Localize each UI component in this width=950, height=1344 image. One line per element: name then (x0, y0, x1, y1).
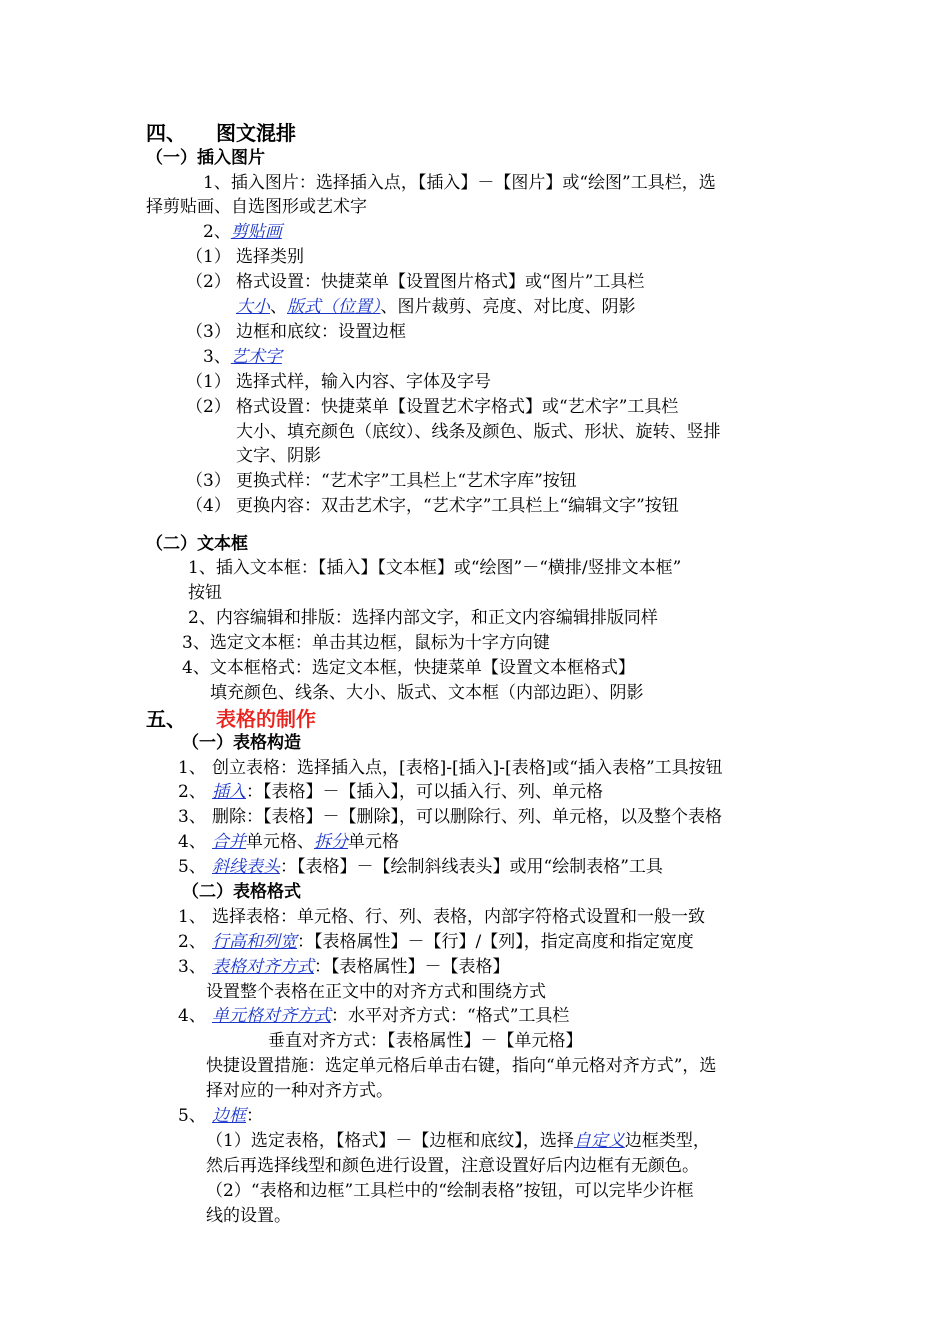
subsection-heading: （一）插入图片 (146, 148, 265, 168)
link-diagonal-header[interactable]: 斜线表头 (212, 857, 280, 877)
list-item-continuation: 大小、版式（位置）、图片裁剪、亮度、对比度、阴影 (236, 297, 636, 317)
list-item: （1） 选择式样，输入内容、字体及字号 (186, 372, 491, 392)
list-item: （3） 更换式样：“艺术字”工具栏上“艺术字库”按钮 (186, 471, 577, 491)
list-item-continuation: 线的设置。 (206, 1206, 291, 1226)
section-4-heading (146, 120, 296, 146)
list-item: 2、 插入：【表格】－【插入】，可以插入行、列、单元格 (178, 782, 603, 802)
subsection-heading: （二）表格格式 (182, 882, 301, 902)
link-layout[interactable]: 版式（位置） (287, 297, 381, 317)
link-insert[interactable]: 插入 (212, 782, 246, 802)
section-number: 五、 (146, 707, 186, 731)
list-item: 5、 边框： (178, 1106, 263, 1126)
list-item: （1） 选择类别 (186, 247, 304, 267)
section-title: 图文混排 (216, 121, 296, 145)
link-size[interactable]: 大小 (236, 297, 270, 317)
link-custom[interactable]: 自定义 (573, 1131, 625, 1151)
section-number: 四、 (146, 121, 186, 145)
list-item: 2、剪贴画 (203, 222, 282, 242)
list-item: （2） 格式设置：快捷菜单【设置图片格式】或“图片”工具栏 (186, 272, 645, 292)
list-item: 5、 斜线表头：【表格】－【绘制斜线表头】或用“绘制表格”工具 (178, 857, 663, 877)
section-title: 表格的制作 (216, 707, 316, 731)
list-item: 1、 创立表格：选择插入点，[表格]-[插入]-[表格]或“插入表格”工具按钮 (178, 758, 723, 778)
paragraph-line: 1、插入文本框：【插入】【文本框】或“绘图”－“横排/竖排文本框” (188, 558, 682, 578)
link-wordart[interactable]: 艺术字 (230, 347, 282, 367)
list-item: 2、 行高和列宽：【表格属性】－【行】/【列】，指定高度和指定宽度 (178, 932, 694, 952)
paragraph-line: 按钮 (188, 583, 222, 603)
list-item-continuation: 然后再选择线型和颜色进行设置，注意设置好后内边框有无颜色。 (206, 1156, 699, 1176)
list-item: 3、 表格对齐方式：【表格属性】－【表格】 (178, 957, 510, 977)
link-clipart[interactable]: 剪贴画 (230, 222, 282, 242)
paragraph-line: 1、插入图片：选择插入点，【插入】－【图片】或“绘图”工具栏，选 (203, 173, 716, 193)
link-merge[interactable]: 合并 (212, 832, 246, 852)
list-item: （2） 格式设置：快捷菜单【设置艺术字格式】或“艺术字”工具栏 (186, 397, 679, 417)
link-cell-align[interactable]: 单元格对齐方式 (212, 1006, 331, 1026)
list-item-continuation: 择对应的一种对齐方式。 (206, 1081, 393, 1101)
paragraph-line: 3、选定文本框：单击其边框，鼠标为十字方向键 (182, 633, 550, 653)
section-5-heading (146, 706, 316, 732)
list-item: 4、 单元格对齐方式：水平对齐方式：“格式”工具栏 (178, 1006, 570, 1026)
link-border[interactable]: 边框 (212, 1106, 246, 1126)
paragraph-line: 填充颜色、线条、大小、版式、文本框（内部边距）、阴影 (210, 683, 644, 703)
paragraph-line: 2、内容编辑和排版：选择内部文字，和正文内容编辑排版同样 (188, 608, 658, 628)
list-item: 3、 删除：【表格】－【删除】，可以删除行、列、单元格，以及整个表格 (178, 807, 722, 827)
list-item-continuation: 文字、阴影 (236, 446, 321, 466)
list-item-continuation: 快捷设置措施：选定单元格后单击右键，指向“单元格对齐方式”，选 (206, 1056, 717, 1076)
subsection-heading: （一）表格构造 (182, 733, 301, 753)
list-item-continuation: （1）选定表格，【格式】－【边框和底纹】，选择自定义边框类型， (206, 1131, 710, 1151)
list-item-continuation: 垂直对齐方式：【表格属性】－【单元格】 (268, 1031, 583, 1051)
list-item: 3、艺术字 (203, 347, 282, 367)
list-item-continuation: （2）“表格和边框”工具栏中的“绘制表格”按钮，可以完毕少许框 (206, 1181, 694, 1201)
list-item: 1、 选择表格：单元格、行、列、表格，内部字符格式设置和一般一致 (178, 907, 705, 927)
paragraph-line: 择剪贴画、自选图形或艺术字 (146, 197, 367, 217)
paragraph-line: 4、文本框格式：选定文本框，快捷菜单【设置文本框格式】 (182, 658, 635, 678)
list-item-continuation: 设置整个表格在正文中的对齐方式和围绕方式 (206, 982, 546, 1002)
link-table-align[interactable]: 表格对齐方式 (212, 957, 314, 977)
list-item: （3） 边框和底纹：设置边框 (186, 322, 406, 342)
list-item: 4、 合并单元格、拆分单元格 (178, 832, 399, 852)
subsection-heading: （二）文本框 (146, 534, 248, 554)
list-item-continuation: 大小、填充颜色（底纹）、线条及颜色、版式、形状、旋转、竖排 (236, 422, 721, 442)
link-split[interactable]: 拆分 (314, 832, 348, 852)
list-item: （4） 更换内容：双击艺术字，“艺术字”工具栏上“编辑文字”按钮 (186, 496, 679, 516)
link-row-height[interactable]: 行高和列宽 (212, 932, 297, 952)
